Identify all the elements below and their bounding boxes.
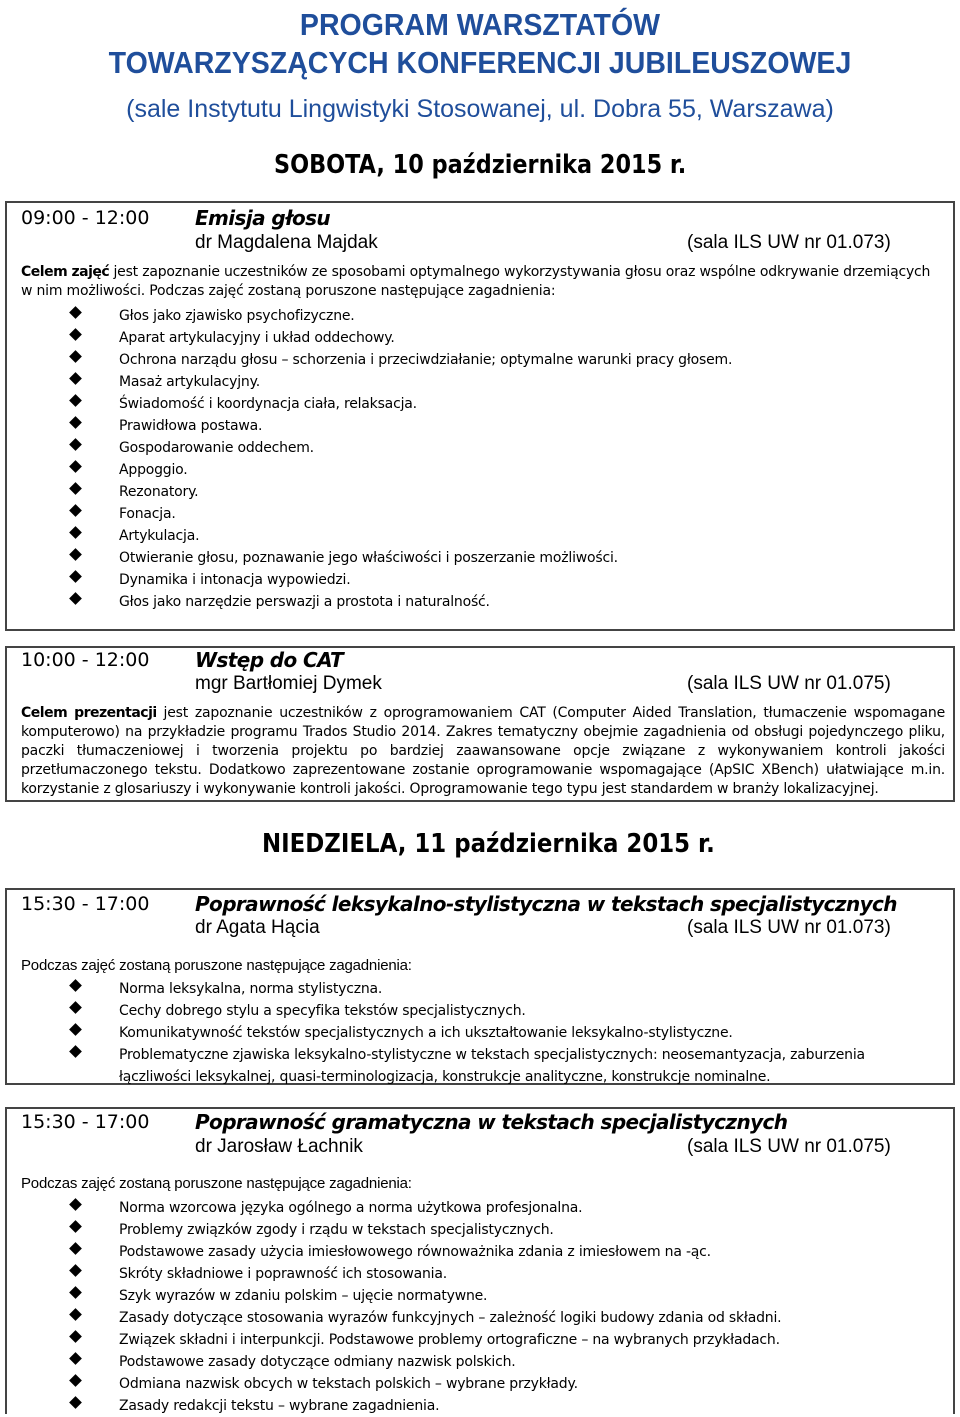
session-lecturer: dr Agata Hącia (195, 917, 320, 938)
topic-item (71, 349, 899, 371)
description-text: jest zapoznanie uczestników z oprogramowaniem CAT (Computer Aided Translation, tłumaczenie wspomagane komputerowo) na przykładzie programu Trados Studio 2014. Zakres tematyczny obejmie zagadnienia od obsługi pojedynczego pliku, paczki tłumaczeniowej i tworzenia projektu po bardziej zaawansowane opcje związane z wykonywaniem kontroli jakości przetłumaczonego tekstu. Dodatkowo zaprezentowane zostanie oprogramowanie wspomagające (ApSIC XBench) ułatwiające m.in. korzystanie z glosariuszy i wykonywanie kontroli jakości. Oprogramowanie tego typu jest standardem w branży lokalizacyjnej. (21, 705, 945, 797)
topic-text: Komunikatywność tekstów specjalistycznych a ich ukształtowanie leksykalno-stylistyczne. (119, 1025, 733, 1041)
topic-text: Norma wzorcowa języka ogólnego a norma użytkowa profesjonalna. (119, 1200, 583, 1216)
diamond-bullet-icon (69, 306, 82, 319)
topic-item (71, 1219, 899, 1241)
topic-text: Ochrona narządu głosu – schorzenia i przeciwdziałanie; optymalne warunki pracy głosem. (119, 352, 733, 368)
diamond-bullet-icon (69, 1220, 82, 1233)
topic-text: Szyk wyrazów w zdaniu polskim – ujęcie normatywne. (119, 1288, 488, 1304)
session-title: Poprawność gramatyczna w tekstach specjalistycznych (195, 1110, 788, 1134)
topic-item (71, 415, 899, 437)
topic-item (71, 1000, 899, 1022)
diamond-bullet-icon (69, 979, 82, 992)
session-title: Wstęp do CAT (195, 648, 344, 672)
topic-item (71, 1197, 899, 1219)
session-emisja-glosu (5, 201, 955, 631)
diamond-bullet-icon (69, 1198, 82, 1211)
diamond-bullet-icon (69, 1308, 82, 1321)
description-text: jest zapoznanie uczestników ze sposobami optymalnego wykorzystywania głosu oraz wspólne odkrywanie drzemiących w nim możliwości. Podczas zajęć zostaną poruszone następujące zagadnienia: (21, 264, 931, 299)
topic-text: Podstawowe zasady użycia imiesłowowego równoważnika zdania z imiesłowem na -ąc. (119, 1244, 711, 1260)
topic-text: Głos jako narzędzie perswazji a prostota i naturalność. (119, 594, 490, 610)
diamond-bullet-icon (69, 1023, 82, 1036)
topic-text: Masaż artykulacyjny. (119, 374, 260, 390)
topic-item (71, 371, 899, 393)
topic-text: Zasady redakcji tekstu – wybrane zagadnienia. (119, 1398, 440, 1414)
diamond-bullet-icon (69, 548, 82, 561)
topic-text: Appoggio. (119, 462, 188, 478)
diamond-bullet-icon (69, 526, 82, 539)
session-time: 15:30 - 17:00 (21, 1111, 150, 1133)
topic-text: Aparat artykulacyjny i układ oddechowy. (119, 330, 395, 346)
topic-text: Podstawowe zasady dotyczące odmiany nazwisk polskich. (119, 1354, 516, 1370)
topic-text: Cechy dobrego stylu a specyfika tekstów specjalistycznych. (119, 1003, 526, 1019)
topic-item (71, 1329, 899, 1351)
topic-item (71, 1044, 899, 1088)
topic-text: Prawidłowa postawa. (119, 418, 263, 434)
diamond-bullet-icon (69, 1374, 82, 1387)
diamond-bullet-icon (69, 482, 82, 495)
diamond-bullet-icon (69, 1242, 82, 1255)
topic-text: Świadomość i koordynacja ciała, relaksacja. (119, 396, 417, 412)
day-heading-saturday: SOBOTA, 10 października 2015 r. (274, 150, 687, 180)
diamond-bullet-icon (69, 350, 82, 363)
topic-list (71, 978, 899, 1088)
session-time: 15:30 - 17:00 (21, 893, 150, 915)
diamond-bullet-icon (69, 328, 82, 341)
topic-item (71, 503, 899, 525)
session-intro: Podczas zajęć zostaną poruszone następujące zagadnienia: (21, 957, 412, 974)
diamond-bullet-icon (69, 438, 82, 451)
topic-text: Otwieranie głosu, poznawanie jego właściwości i poszerzanie możliwości. (119, 550, 618, 566)
session-poprawnosc-leksykalna (5, 888, 955, 1085)
description-lead: Celem zajęć (21, 264, 110, 280)
diamond-bullet-icon (69, 394, 82, 407)
diamond-bullet-icon (69, 1001, 82, 1014)
diamond-bullet-icon (69, 1330, 82, 1343)
description-lead: Celem prezentacji (21, 705, 157, 721)
topic-text: Głos jako zjawisko psychofizyczne. (119, 308, 355, 324)
session-intro: Podczas zajęć zostaną poruszone następujące zagadnienia: (21, 1175, 412, 1192)
session-time: 09:00 - 12:00 (21, 207, 150, 229)
session-wstep-do-cat (5, 646, 955, 802)
topic-item (71, 569, 899, 591)
diamond-bullet-icon (69, 1396, 82, 1409)
topic-text: Rezonatory. (119, 484, 199, 500)
topic-list (71, 1197, 899, 1417)
topic-text: Skróty składniowe i poprawność ich stosowania. (119, 1266, 448, 1282)
session-room: (sala ILS UW nr 01.075) (687, 673, 891, 694)
title-line-1: PROGRAM WARSZTATÓW (299, 7, 661, 42)
topic-item (71, 459, 899, 481)
topic-item (71, 1373, 899, 1395)
topic-item (71, 591, 899, 613)
session-time: 10:00 - 12:00 (21, 649, 150, 671)
topic-text: Artykulacja. (119, 528, 200, 544)
diamond-bullet-icon (69, 570, 82, 583)
topic-item (71, 437, 899, 459)
topic-item (71, 1285, 899, 1307)
diamond-bullet-icon (69, 460, 82, 473)
topic-item (71, 393, 899, 415)
session-lecturer: dr Jarosław Łachnik (195, 1136, 363, 1157)
topic-item (71, 1241, 899, 1263)
session-room: (sala ILS UW nr 01.073) (687, 232, 891, 253)
topic-item (71, 525, 899, 547)
topic-item (71, 978, 899, 1000)
topic-item (71, 481, 899, 503)
topic-list (71, 305, 899, 613)
topic-item (71, 1022, 899, 1044)
diamond-bullet-icon (69, 1045, 82, 1058)
topic-text: Zasady dotyczące stosowania wyrazów funkcyjnych – zależność logiki budowy zdania od składni. (119, 1310, 782, 1326)
session-room: (sala ILS UW nr 01.075) (687, 1136, 891, 1157)
session-poprawnosc-gramatyczna (5, 1107, 955, 1414)
topic-text: Odmiana nazwisk obcych w tekstach polskich – wybrane przykłady. (119, 1376, 578, 1392)
topic-item (71, 1263, 899, 1285)
diamond-bullet-icon (69, 592, 82, 605)
topic-text: Problematyczne zjawiska leksykalno-stylistyczne w tekstach specjalistycznych: neosemantyzacja, zaburzenia łączliwości leksykalnej, quasi-terminologizacja, konstrukcje analityczne, konstrukcje nominalne. (119, 1047, 865, 1085)
session-title: Poprawność leksykalno-stylistyczna w tekstach specjalistycznych (195, 892, 897, 916)
topic-item (71, 305, 899, 327)
topic-item (71, 1351, 899, 1373)
topic-text: Problemy związków zgody i rządu w tekstach specjalistycznych. (119, 1222, 554, 1238)
diamond-bullet-icon (69, 1352, 82, 1365)
day-heading-sunday: NIEDZIELA, 11 października 2015 r. (262, 829, 715, 859)
diamond-bullet-icon (69, 416, 82, 429)
session-lecturer: mgr Bartłomiej Dymek (195, 673, 382, 694)
session-room: (sala ILS UW nr 01.073) (687, 917, 891, 938)
topic-text: Związek składni i interpunkcji. Podstawowe problemy ortograficzne – na wybranych przykładach. (119, 1332, 780, 1348)
diamond-bullet-icon (69, 1286, 82, 1299)
topic-text: Fonacja. (119, 506, 176, 522)
topic-text: Dynamika i intonacja wypowiedzi. (119, 572, 351, 588)
topic-text: Gospodarowanie oddechem. (119, 440, 314, 456)
topic-item (71, 1307, 899, 1329)
topic-item (71, 547, 899, 569)
subtitle: (sale Instytutu Lingwistyki Stosowanej, ul. Dobra 55, Warszawa) (126, 95, 834, 123)
topic-item (71, 327, 899, 349)
session-description (21, 704, 945, 799)
session-lecturer: dr Magdalena Majdak (195, 232, 378, 253)
diamond-bullet-icon (69, 1264, 82, 1277)
diamond-bullet-icon (69, 372, 82, 385)
topic-text: Norma leksykalna, norma stylistyczna. (119, 981, 383, 997)
session-description (21, 263, 945, 301)
title-line-2: TOWARZYSZĄCYCH KONFERENCJI JUBILEUSZOWEJ (108, 45, 852, 80)
session-title: Emisja głosu (195, 206, 331, 230)
diamond-bullet-icon (69, 504, 82, 517)
